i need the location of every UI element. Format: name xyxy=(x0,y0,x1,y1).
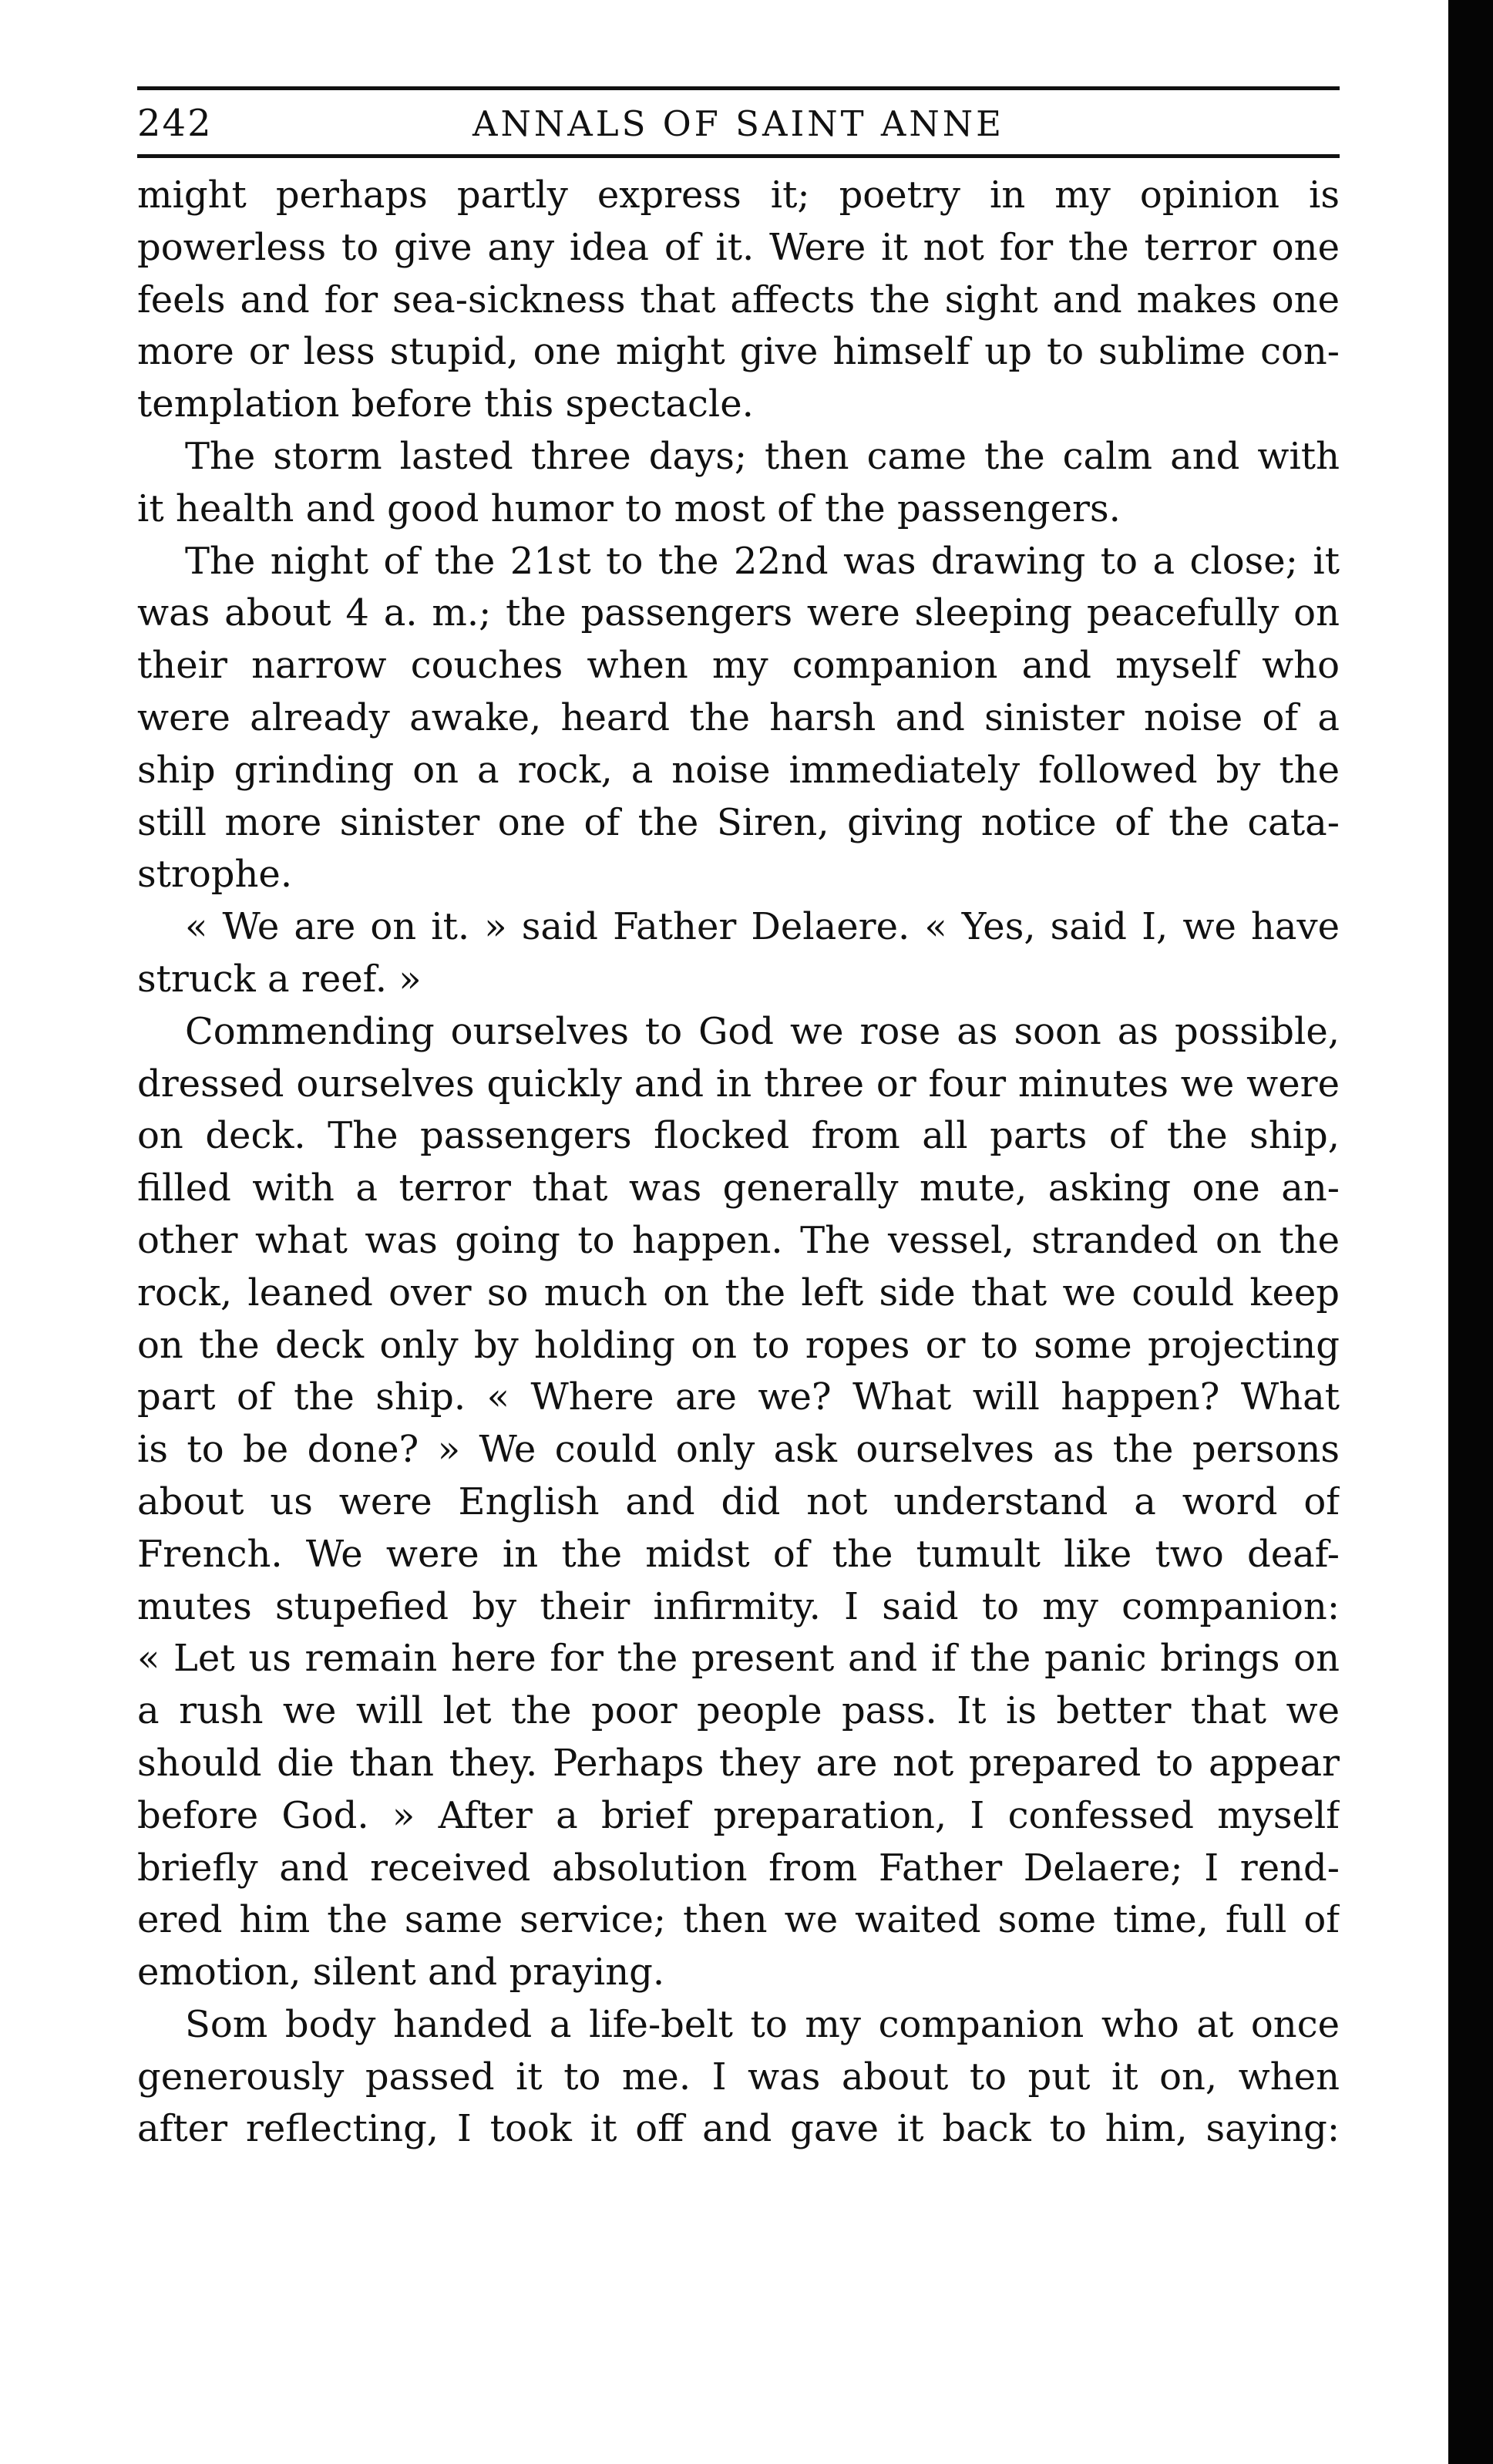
text-line: their narrow couches when my companion and myself who xyxy=(137,644,1340,688)
text-line: more or less stupid, one might give himself up to sublime con- xyxy=(137,330,1340,374)
text-line: rock, leaned over so much on the left side that we could keep xyxy=(137,1271,1340,1314)
text-line: it health and good humor to most of the passengers. xyxy=(137,486,1121,530)
page-header xyxy=(137,93,1340,153)
text-line: after reflecting, I took it off and gave it back to him, saying: xyxy=(137,2107,1340,2151)
running-title: ANNALS OF SAINT ANNE xyxy=(472,103,1005,144)
text-line: still more sinister one of the Siren, giving notice of the cata- xyxy=(137,800,1340,844)
text-line: ered him the same service; then we waited some time, full of xyxy=(137,1898,1340,1942)
text-line: about us were English and did not understand a word of xyxy=(137,1479,1340,1523)
top-rule xyxy=(137,86,1340,90)
text-line: « We are on it. » said Father Delaere. « Yes, said I, we have xyxy=(185,905,1340,949)
text-line: strophe. xyxy=(137,853,293,897)
body-text xyxy=(137,170,1340,2156)
text-line: The storm lasted three days; then came the calm and with xyxy=(185,434,1340,478)
text-line: was about 4 a. m.; the passengers were sleeping peacefully on xyxy=(137,591,1340,635)
text-line: Commending ourselves to God we rose as soon as possible, xyxy=(185,1009,1340,1053)
text-line: filled with a terror that was generally mute, asking one an- xyxy=(137,1166,1340,1210)
text-line: French. We were in the midst of the tumult like two deaf- xyxy=(137,1532,1340,1576)
text-line: struck a reef. » xyxy=(137,957,422,1001)
text-line: templation before this spectacle. xyxy=(137,382,754,426)
text-line: feels and for sea-sickness that affects the sight and makes one xyxy=(137,278,1340,321)
text-line: « Let us remain here for the present and if the panic brings on xyxy=(137,1637,1340,1681)
text-line: Som body handed a life-belt to my companion who at once xyxy=(185,2002,1340,2046)
text-line: a rush we will let the poor people pass. It is better that we xyxy=(137,1689,1340,1733)
text-line: The night of the 21st to the 22nd was drawing to a close; it xyxy=(185,539,1340,583)
page-edge-shadow xyxy=(1448,0,1493,2464)
text-line: before God. » After a brief preparation, I confessed myself xyxy=(137,1793,1340,1837)
text-line: emotion, silent and praying. xyxy=(137,1951,665,1994)
text-line: dressed ourselves quickly and in three or four minutes we were xyxy=(137,1062,1340,1106)
text-line: part of the ship. « Where are we? What will happen? What xyxy=(137,1375,1340,1419)
text-line: should die than they. Perhaps they are not prepared to appear xyxy=(137,1741,1340,1785)
text-line: briefly and received absolution from Father Delaere; I rend- xyxy=(137,1846,1340,1890)
text-line: were already awake, heard the harsh and sinister noise of a xyxy=(137,695,1340,739)
text-line: mutes stupefied by their infirmity. I said to my companion: xyxy=(137,1584,1340,1628)
text-line: on deck. The passengers flocked from all parts of the ship, xyxy=(137,1114,1340,1158)
text-line: generously passed it to me. I was about to put it on, when xyxy=(137,2055,1340,2099)
page-number: 242 xyxy=(137,102,213,145)
text-line: other what was going to happen. The vessel, stranded on the xyxy=(137,1218,1340,1262)
text-line: is to be done? » We could only ask ourselves as the persons xyxy=(137,1428,1340,1472)
text-line: powerless to give any idea of it. Were it not for the terror one xyxy=(137,225,1340,269)
text-line: ship grinding on a rock, a noise immediately followed by the xyxy=(137,748,1340,792)
header-rule xyxy=(137,154,1340,158)
text-line: might perhaps partly express it; poetry in my opinion is xyxy=(137,173,1340,217)
text-line: on the deck only by holding on to ropes or to some projecting xyxy=(137,1323,1340,1367)
